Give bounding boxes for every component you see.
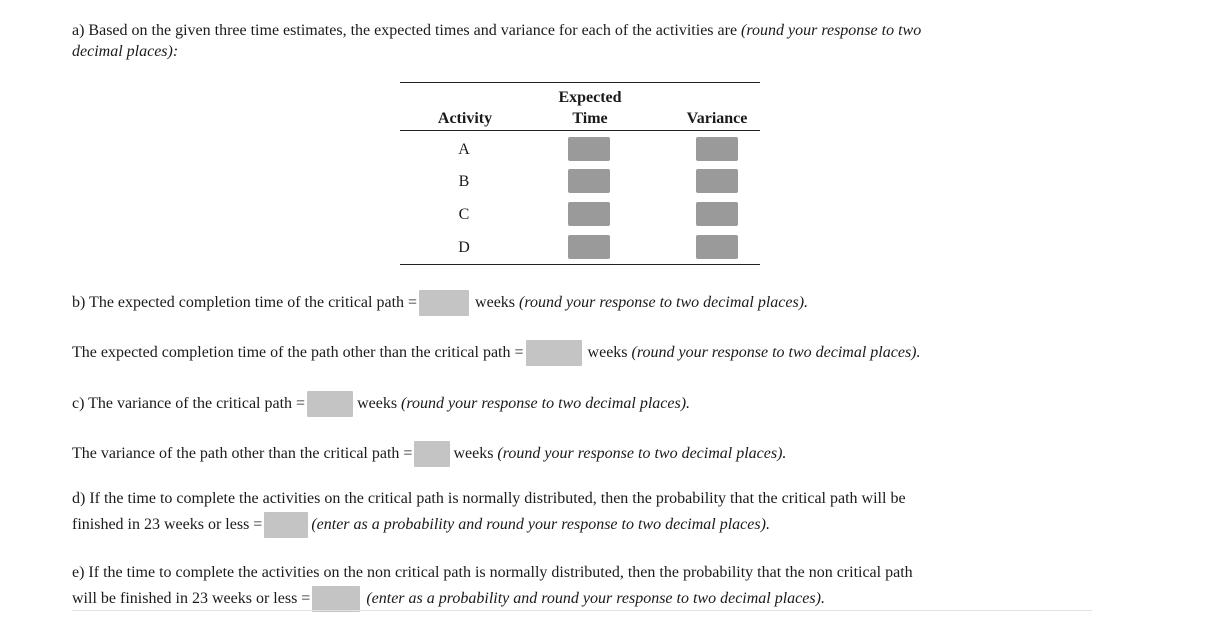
part-e-line1: e) If the time to complete the activities on the non critical path is normally distributed, then the probability that the non critical path [72,564,913,581]
part-d-line2-italic: (enter as a probability and round your response to two decimal places). [311,516,770,533]
variance-a-input[interactable] [696,137,738,161]
bottom-divider [72,610,1092,611]
critical-path-time-input[interactable] [419,290,469,316]
part-c-line1-unit: weeks [357,395,402,412]
row-label-a: A [458,141,470,158]
part-a-line2: decimal places): [72,43,179,60]
part-b-line1-unit: weeks [475,294,520,311]
part-b-line2 [72,340,921,366]
critical-path-variance-input[interactable] [307,391,353,417]
header-variance: Variance [686,110,748,127]
table-header-rule [400,130,760,131]
part-d-line2-text: finished in 23 weeks or less = [72,516,263,533]
variance-b-input[interactable] [696,169,738,193]
part-e-line2-italic: (enter as a probability and round your response to two decimal places). [366,590,825,607]
part-c-line1 [72,391,690,417]
part-e-line2 [72,586,825,612]
part-c-line2 [72,441,786,467]
part-c-line1-text: c) The variance of the critical path = [72,395,306,412]
part-d-line1: d) If the time to complete the activities on the critical path is normally distributed, then the probability that the critical path will be [72,490,906,507]
row-label-b: B [458,173,470,190]
header-expected-line2: Time [572,110,608,127]
expected-time-b-input[interactable] [568,169,610,193]
part-b-line2-italic: (round your response to two decimal places). [631,344,921,361]
part-c-line2-unit: weeks [453,445,498,462]
part-a-italic: (round your response to two [741,22,922,39]
variance-d-input[interactable] [696,235,738,259]
critical-path-probability-input[interactable] [264,512,308,538]
part-a-line1 [72,22,921,40]
part-d-line2 [72,512,770,538]
expected-time-a-input[interactable] [568,137,610,161]
part-c-line2-text: The variance of the path other than the critical path = [72,445,413,462]
variance-c-input[interactable] [696,202,738,226]
part-c-line1-italic: (round your response to two decimal places). [401,395,691,412]
other-path-variance-input[interactable] [414,441,450,467]
part-a-text: a) Based on the given three time estimates, the expected times and variance for each of the activities are [72,22,742,39]
part-b-line2-unit: weeks [587,344,632,361]
header-expected-line1: Expected [558,89,622,106]
part-b-line2-text: The expected completion time of the path other than the critical path = [72,344,524,361]
table-top-rule [400,82,760,83]
part-e-line2-text: will be finished in 23 weeks or less = [72,590,311,607]
other-path-time-input[interactable] [526,340,582,366]
row-label-c: C [458,206,470,223]
row-label-d: D [458,239,470,256]
part-b-line1-italic: (round your response to two decimal places). [519,294,809,311]
expected-time-d-input[interactable] [568,235,610,259]
non-critical-path-probability-input[interactable] [312,586,360,612]
table-bottom-rule [400,264,760,265]
header-activity: Activity [437,110,493,127]
part-b-line1 [72,290,808,316]
expected-time-c-input[interactable] [568,202,610,226]
part-c-line2-italic: (round your response to two decimal places). [497,445,787,462]
part-b-line1-text: b) The expected completion time of the critical path = [72,294,418,311]
